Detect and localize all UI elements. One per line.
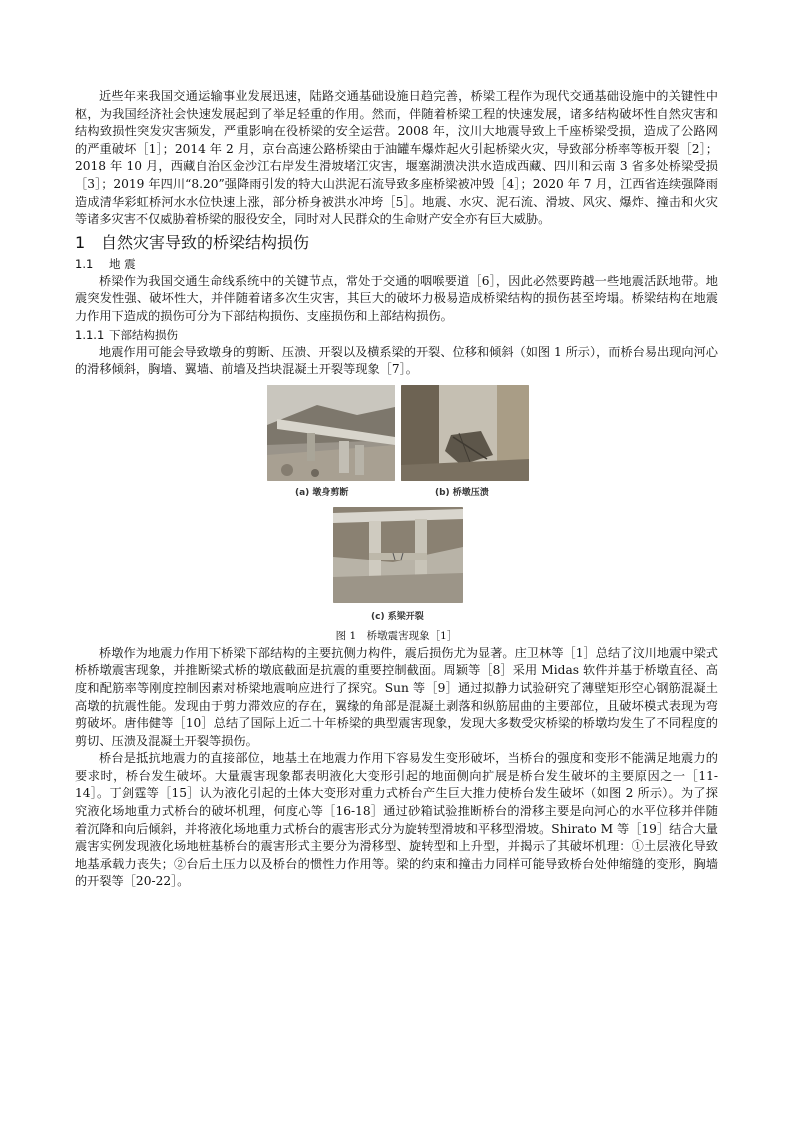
intro-paragraph: 近些年来我国交通运输事业发展迅速，陆路交通基础设施日趋完善，桥梁工程作为现代交通基础设施中的关键性中枢，为我国经济社会快速发展起到了举足轻重的作用。然而，伴随着桥梁工程的快速发展，诸多结构破坏性自然灾害和结构致损性突发灾害频发，严重影响在役桥梁的安全运营。2008 年，汶川大地震导致上千座桥梁受损，造成了公路网的严重破坏［1］；2014 年 2 月，京台高速公路桥梁由于油罐车爆炸起火引起桥梁火灾，导致部分桥率等板开裂［2］；2018 年 10 月，西藏自治区金沙江右岸发生滑坡堵江灾害，堰塞湖溃决洪水造成西藏、四川和云南 3 省多处桥梁受损［3］；2019 年四川“8.20”强降雨引发的特大山洪泥石流导致多座桥梁被冲毁［4］；2020 年 7 月，江西省连续强降雨造成清华彩虹桥河水水位快速上涨，部分桥身被洪水冲垮［5］。地震、水灾、泥石流、滑坡、风灾、爆炸、撞击和火灾等诸多灾害不仅威胁着桥梁的服役安全，同时对人民群众的生命财产安全亦有巨大威胁。 bbox=[75, 89, 718, 227]
subsection-heading-1-1 bbox=[75, 255, 718, 273]
section-heading-1 bbox=[75, 231, 718, 255]
photo-pier-crush bbox=[401, 385, 529, 481]
subsection-title: 下部结构损伤 bbox=[109, 327, 178, 342]
subsection-heading-1-1-1 bbox=[75, 326, 718, 344]
subsection-title: 地 震 bbox=[109, 256, 136, 271]
photo-pier-shear bbox=[267, 385, 395, 481]
pier-paragraph: 桥墩作为地震力作用下桥梁下部结构的主要抗侧力构件，震后损伤尤为显著。庄卫林等［1］总结了汶川地震中梁式桥桥墩震害现象，并推断梁式桥的墩底截面是抗震的重要控制截面。周颖等［8］采用 Midas 软件并基于桥墩直径、高度和配筋率等刚度控制因素对桥梁地震响应进行了探究。Sun 等［9］通过拟静力试验研究了薄壁矩形空心钢筋混凝土高墩的抗震性能。发现由于剪力滞效应的存在，翼缘的角部是混凝土剥落和纵筋屈曲的主要部位，且破坏模式表现为弯剪破坏。唐伟健等［10］总结了国际上近二十年桥梁的典型震害现象，发现大多数受灾桥梁的桥墩均发生了不同程度的剪切、压溃及混凝土开裂等损伤。 bbox=[75, 645, 718, 748]
figure-1 bbox=[75, 381, 718, 627]
earthquake-paragraph: 桥梁作为我国交通生命线系统中的关键节点，常处于交通的咽喉要道［6］，因此必然要跨越一些地震活跃地带。地震突发性强、破坏性大，并伴随着诸多次生灾害，其巨大的破坏力极易造成桥梁结构的损伤甚至垮塌。桥梁结构在地震力作用下造成的损伤可分为下部结构损伤、支座损伤和上部结构损伤。 bbox=[75, 273, 718, 323]
subcaption-b: (b) 桥墩压溃 bbox=[435, 487, 489, 498]
photo-tie-beam-crack bbox=[333, 507, 463, 603]
abutment-paragraph: 桥台是抵抗地震力的直接部位，地基土在地震力作用下容易发生变形破坏，当桥台的强度和变形不能满足地震力的要求时，桥台发生破坏。大量震害现象都表明液化大变形引起的地面侧向扩展是桥台发生破坏的主要原因之一［11-14］。丁剑霆等［15］认为液化引起的土体大变形对重力式桥台产生巨大推力使桥台发生破坏（如图 2 所示）。为了探究液化场地重力式桥台的破坏机理，何度心等［16-18］通过砂箱试验推断桥台的滑移主要是向河心的水平位移并伴随着沉降和向后倾斜，并将液化场地重力式桥台的震害形式分为旋转型滑坡和平移型滑坡。Shirato M 等［19］结合大量震害实例发现液化场地桩基桥台的震害形式主要分为滑移型、旋转型和上升型，并揭示了其破坏机理：①土层液化导致地基承载力丧失；②台后土压力以及桥台的惯性力作用等。梁的约束和撞击力同样可能导致桥台处伸缩缝的变形，胸墙的开裂等［20-22］。 bbox=[75, 751, 718, 889]
paper-page bbox=[75, 88, 718, 891]
subsection-number: 1.1 bbox=[75, 256, 94, 271]
section-number: 1 bbox=[75, 232, 86, 252]
subcaption-a: (a) 墩身剪断 bbox=[295, 487, 349, 498]
figure-caption: 图 1 桥墩震害现象［1］ bbox=[335, 629, 458, 642]
section-title: 自然灾害导致的桥梁结构损伤 bbox=[101, 232, 310, 252]
subsection-number: 1.1.1 bbox=[75, 327, 105, 342]
substructure-paragraph: 地震作用可能会导致墩身的剪断、压溃、开裂以及横系梁的开裂、位移和倾斜（如图 1 所示），而桥台易出现向河心的滑移倾斜，胸墙、翼墙、前墙及挡块混凝土开裂等现象［7］。 bbox=[75, 344, 718, 377]
subcaption-c: (c) 系梁开裂 bbox=[371, 611, 424, 622]
